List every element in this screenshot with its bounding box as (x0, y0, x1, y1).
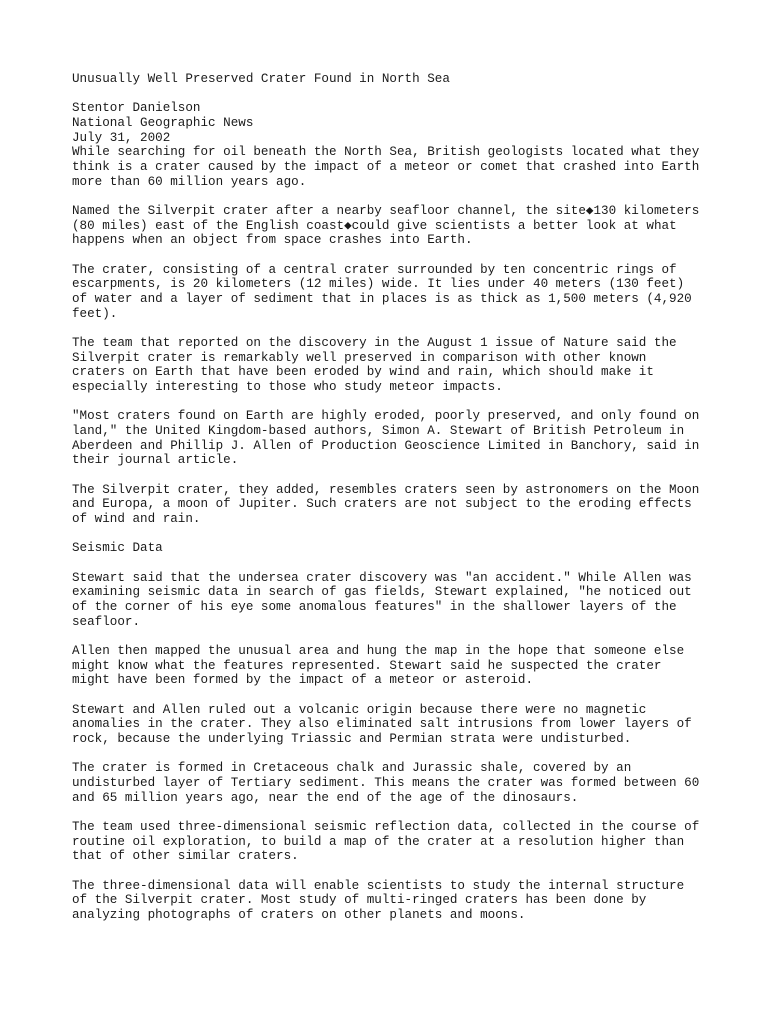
text-line: more than 60 million years ago. (72, 174, 307, 189)
paragraph (72, 703, 712, 747)
text-line: their journal article. (72, 453, 239, 468)
text-line: especially interesting to those who study meteor impacts. (72, 380, 503, 395)
text-line: of water and a layer of sediment that in places is as thick as 1,500 meters (4,920 (72, 292, 692, 307)
text-line: anomalies in the crater. They also eliminated salt intrusions from lower layers of (72, 717, 692, 732)
text-line: craters on Earth that have been eroded by wind and rain, which should make it (72, 365, 654, 380)
text-line: The three-dimensional data will enable scientists to study the internal structure (72, 878, 685, 893)
paragraph (72, 409, 712, 468)
text-line: rock, because the underlying Triassic and Permian strata were undisturbed. (72, 732, 632, 746)
text-line: The crater, consisting of a central crater surrounded by ten concentric rings of (72, 262, 677, 277)
text-line: Silverpit crater is remarkably well preserved in comparison with other known (72, 350, 647, 365)
text-line: of the corner of his eye some anomalous features" in the shallower layers of the (72, 600, 677, 614)
text-line: escarpments, is 20 kilometers (12 miles) wide. It lies under 40 meters (130 feet) (72, 277, 685, 292)
text-line: Stewart and Allen ruled out a volcanic origin because there were no magnetic (72, 702, 647, 717)
paragraph (72, 483, 712, 527)
text-line: Seismic Data (72, 541, 163, 556)
author-name: Stentor Danielson (72, 101, 201, 116)
section-heading (72, 541, 712, 556)
publication-source: National Geographic News (72, 115, 254, 130)
text-line: seafloor. (72, 614, 141, 629)
text-line: might know what the features represented. Stewart said he suspected the crater (72, 658, 662, 673)
text-line: happens when an object from space crashes into Earth. (72, 233, 473, 248)
text-line: of the Silverpit crater. Most study of multi-ringed craters has been done by (72, 893, 647, 908)
paragraph (72, 336, 712, 395)
text-line: The crater is formed in Cretaceous chalk and Jurassic shale, covered by an (72, 761, 632, 776)
publication-date: July 31, 2002 (72, 130, 171, 145)
text-line: routine oil exploration, to build a map of the crater at a resolution higher than (72, 834, 685, 849)
article-body (72, 145, 712, 922)
text-line: The team that reported on the discovery in the August 1 issue of Nature said the (72, 336, 677, 350)
paragraph (72, 879, 712, 923)
document-page (72, 72, 712, 937)
text-line: might have been formed by the impact of a meteor or asteroid. (72, 673, 534, 688)
text-line: land," the United Kingdom-based authors, Simon A. Stewart of British Petroleum in (72, 424, 685, 439)
text-line: "Most craters found on Earth are highly eroded, poorly preserved, and only found on (72, 409, 700, 424)
text-line: (80 miles) east of the English coast◆could give scientists a better look at what (72, 218, 677, 233)
text-line: The Silverpit crater, they added, resembles craters seen by astronomers on the Moon (72, 482, 700, 497)
text-line: examining seismic data in search of gas fields, Stewart explained, "he noticed out (72, 585, 692, 600)
paragraph (72, 204, 712, 248)
text-line: that of other similar craters. (72, 849, 299, 864)
text-line: analyzing photographs of craters on other planets and moons. (72, 907, 526, 922)
text-line: feet). (72, 306, 118, 321)
paragraph (72, 263, 712, 322)
text-line: The team used three-dimensional seismic reflection data, collected in the course of (72, 819, 700, 834)
text-line: and Europa, a moon of Jupiter. Such craters are not subject to the eroding effects (72, 497, 692, 512)
paragraph (72, 820, 712, 864)
text-line: Stewart said that the undersea crater discovery was "an accident." While Allen was (72, 570, 692, 585)
paragraph (72, 761, 712, 805)
paragraph (72, 145, 712, 189)
text-line: think is a crater caused by the impact of a meteor or comet that crashed into Earth (72, 160, 700, 175)
text-line: undisturbed layer of Tertiary sediment. This means the crater was formed between 60 (72, 775, 700, 790)
text-line: of wind and rain. (72, 512, 201, 527)
paragraph (72, 644, 712, 688)
article-title: Unusually Well Preserved Crater Found in North Sea (72, 72, 450, 86)
text-line: Named the Silverpit crater after a nearby seafloor channel, the site◆130 kilometers (72, 204, 700, 218)
text-line: Aberdeen and Phillip J. Allen of Production Geoscience Limited in Banchory, said in (72, 438, 700, 453)
text-line: Allen then mapped the unusual area and hung the map in the hope that someone else (72, 643, 685, 658)
text-line: and 65 million years ago, near the end of the age of the dinosaurs. (72, 790, 579, 805)
paragraph (72, 571, 712, 630)
text-line: While searching for oil beneath the North Sea, British geologists located what they (72, 145, 700, 160)
